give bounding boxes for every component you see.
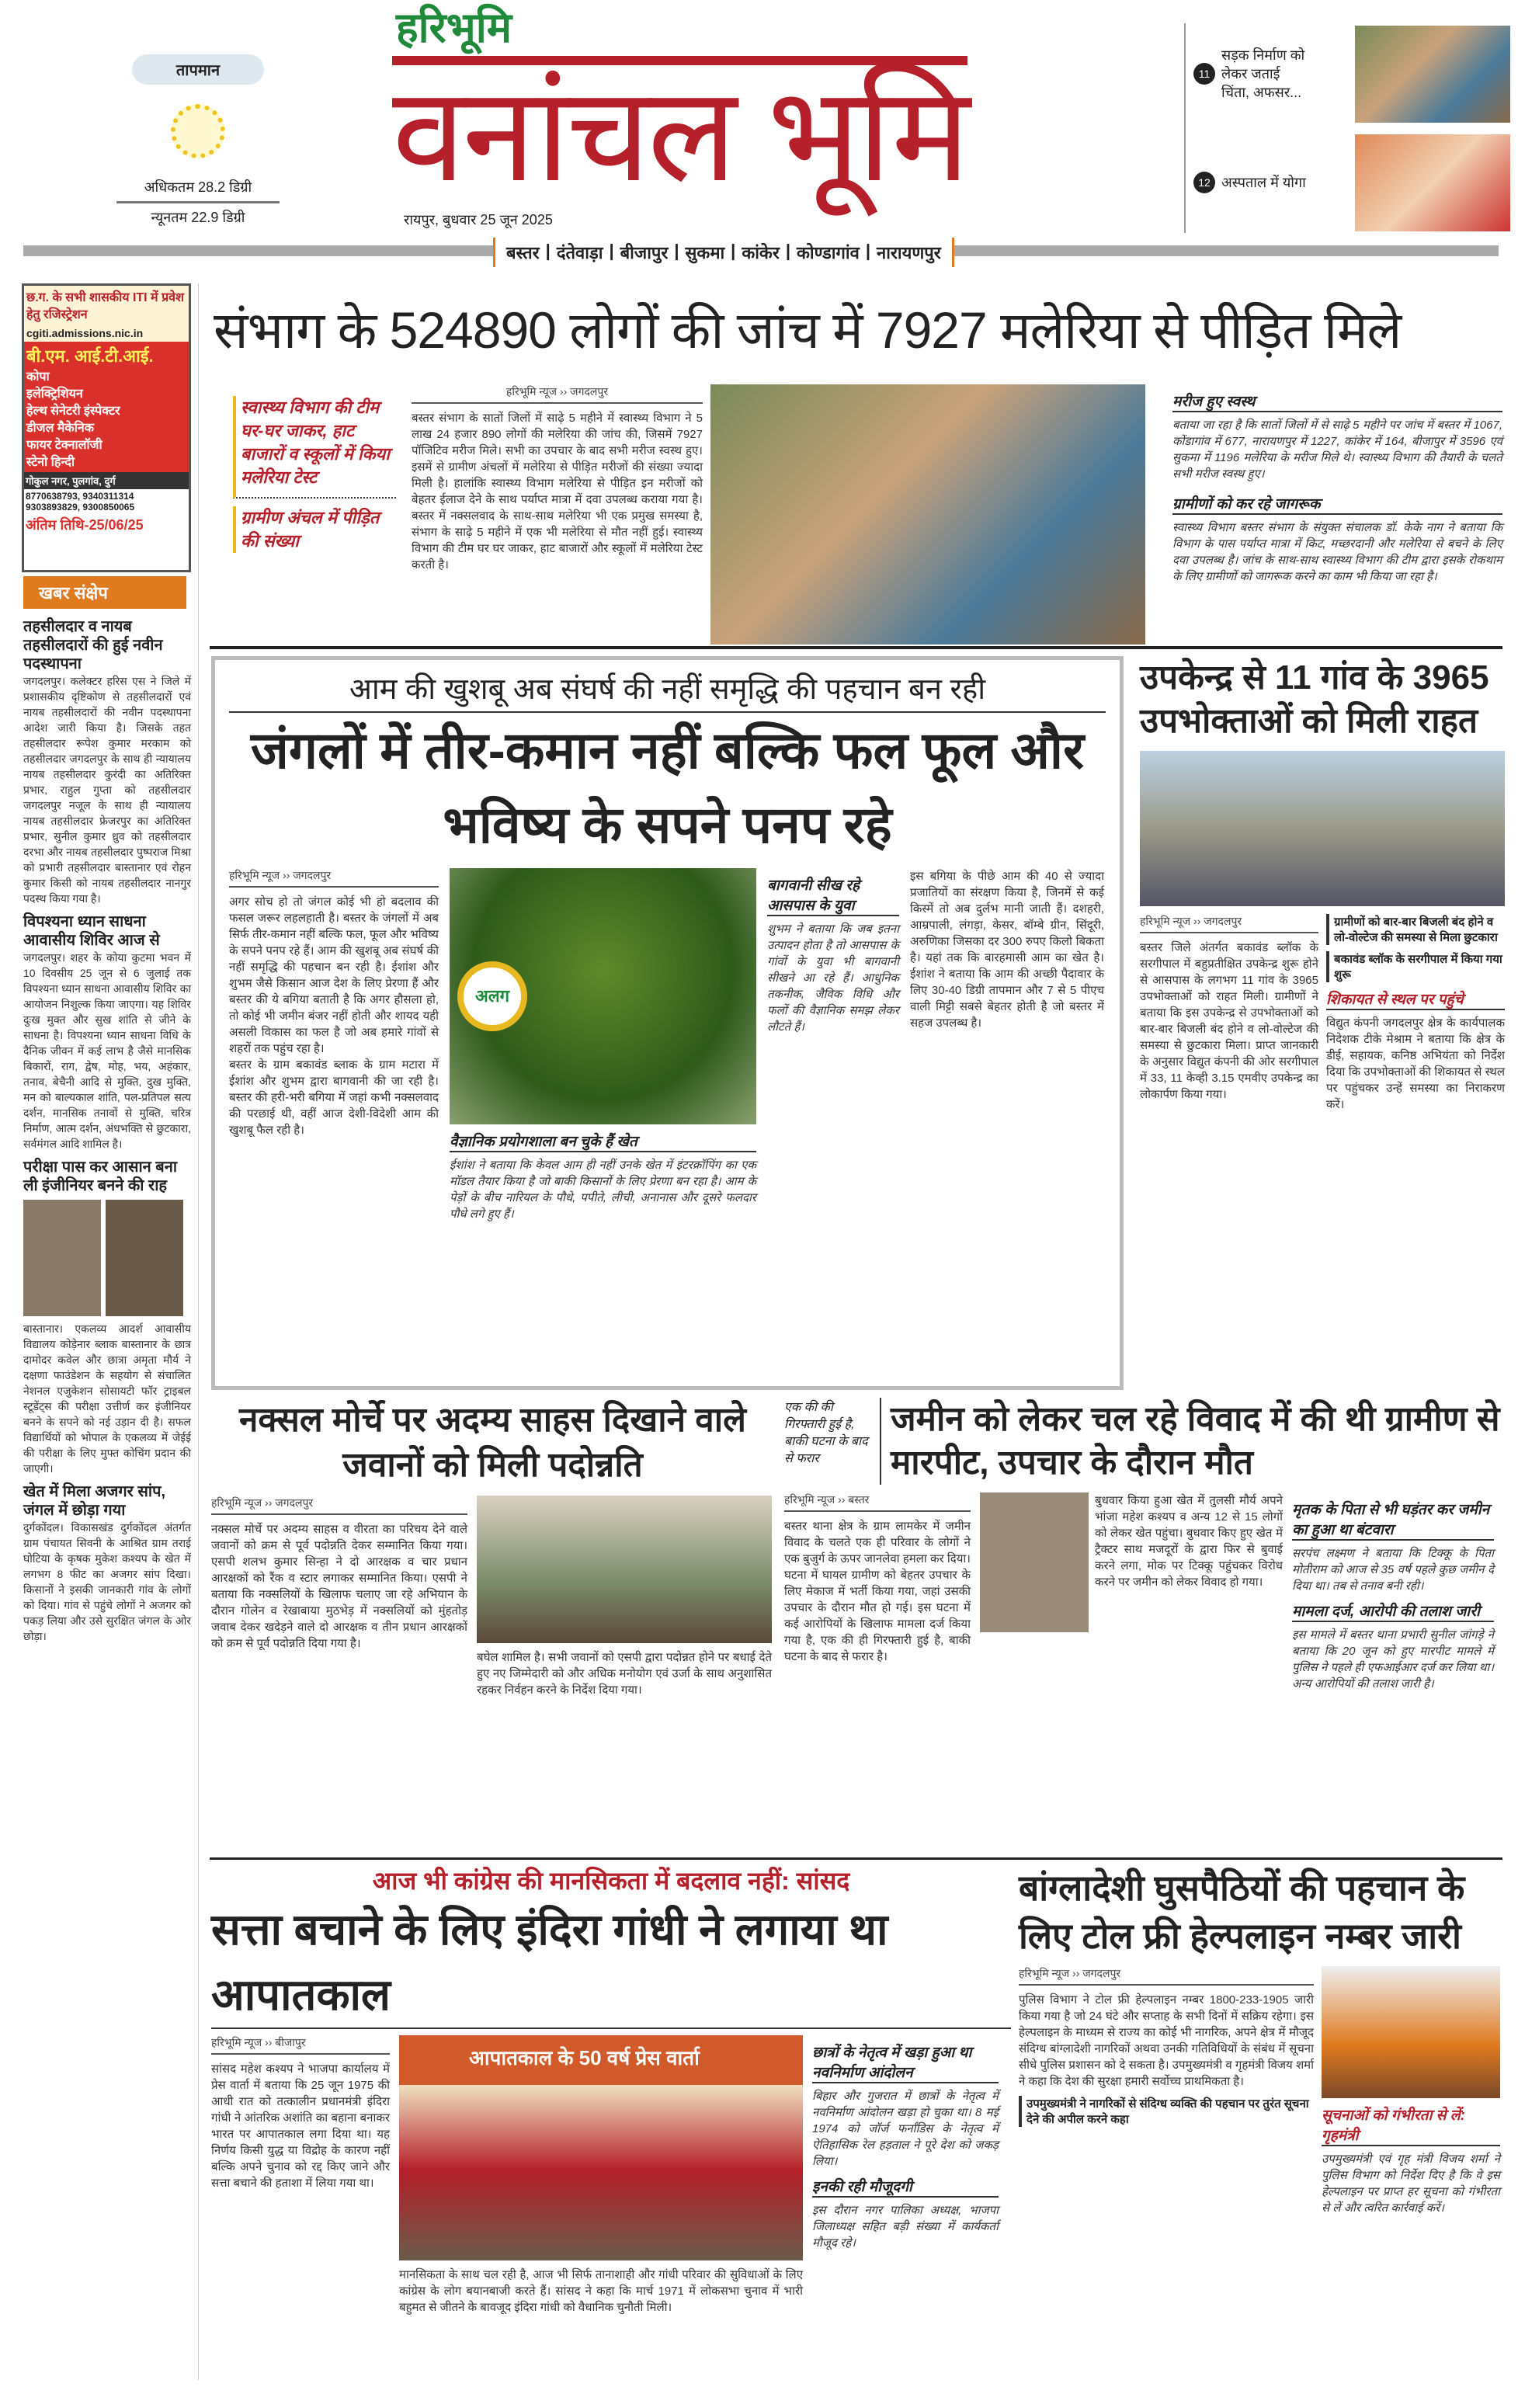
lead-headline[interactable]: संभाग के 524890 लोगों की जांच में 7927 मलेरिया से पीड़ित मिले: [214, 301, 1402, 359]
lead-body: [412, 384, 703, 573]
teaser-item[interactable]: [1186, 23, 1510, 124]
naxal-headline[interactable]: नक्सल मोर्चे पर अदम्य साहस दिखाने वाले जवानों को मिली पदोन्नति: [238, 1401, 746, 1484]
divider: [210, 646, 1502, 649]
byline: हरिभूमि न्यूज ›› जगदलपुर: [1140, 914, 1318, 933]
mango-text: इस बगिया के पीछे आम की 40 से ज्यादा प्रजातियों का संरक्षण किया है, जिनमें से कई किस्में तो अब दुर्लभ मानी जाती हैं। दशहरी, आम्रपाली, लंगड़ा, केसर, बॉम्बे ग्रीन, सिंदूरी, अरुणिका जिसका दर 300 रुपए किलो बिकता है। यहां तक कि बारहमासी आम का खेत है। ईशांश ने बताया कि आम की अच्छी पैदावार के लिए 30-40 डिग्री तापमान और 7 से 5 पीएच वाली मिट्टी सबसे बेहतर होती है जो बस्तर में सहज उपलब्ध है।: [910, 870, 1104, 1030]
mango-story: [211, 656, 1124, 1390]
brief-body: जगदलपुर। शहर के कोया कुटमा भवन में 10 दिवसीय 25 जून से 6 जुलाई तक विपश्यना ध्यान साधना आवासीय शिविर का आयोजन निशुल्क किया जाएगा। यह शिविर दुःख मुक्त और सुख शांति से जीने के साधना है। विपश्यना ध्यान साधना विधि के दैनिक जीवन में कई लाभ है जैसे मानसिक बिकारों, राग, द्वेष, मोह, भय, अहंकार, तनाव, बेचैनी आदि से मुक्ति, दुख मुक्ति, मन को बाल्यकाल शांति, पल-प्रतिपल सत्य दर्शन, मानसिक तनावों से मुक्ति, चरित्र निर्माण, आत्म दर्शन, अंधभक्ति से छुटकारा, सर्वमंगल आदि शामिल है।: [23, 951, 191, 1150]
subhead: वैज्ञानिक प्रयोगशाला बन चुके हैं खेत: [450, 1131, 756, 1152]
teaser-item[interactable]: [1186, 132, 1510, 233]
ad-address: गोकुल नगर, पुलगांव, दुर्ग: [24, 472, 189, 489]
ad-course: डीजल मैकेनिक: [26, 422, 95, 435]
ad-name: बी.एम. आई.टी.आई.: [26, 346, 154, 366]
brief-title[interactable]: परीक्षा पास कर आसान बना ली इंजीनियर बनने की राह: [23, 1159, 178, 1194]
min-temp: न्यूनतम 22.9 डिग्री: [151, 210, 245, 225]
ad-course: हेल्थ सेनेटरी इंस्पेक्टर: [26, 405, 120, 418]
substation-headline[interactable]: उपकेन्द्र से 11 गांव के 3965 उपभोक्ताओं को मिली राहत: [1140, 658, 1489, 740]
teasers: [1184, 23, 1510, 233]
brief-title[interactable]: विपश्यना ध्यान साधना आवासीय शिविर आज से: [23, 913, 160, 949]
district-nav: बस्तर | दंतेवाड़ा | बीजापुर | सुकमा | कांकेर | कोण्डागांव | नारायणपुर: [493, 238, 954, 267]
malaria-photo: [710, 384, 1145, 645]
minister-photo: [1322, 1966, 1500, 2098]
sun-icon: [171, 104, 225, 158]
banner-text: आपातकाल के 50 वर्ष प्रेस वार्ता: [469, 2046, 700, 2069]
side-text: स्वास्थ्य विभाग बस्तर संभाग के संयुक्त संचालक डॉ. केके नाग ने बताया कि विभाग के पास पर्याप्त मात्रा में किट, मच्छरदानी और मलेरिया से बचने के लिए दवा उपलब्ध है। जांच के साथ-साथ स्वास्थ्य विभाग की टीम द्वारा इसके रोकथाम के लिए ग्रामीणों को जागरूक करने का काम भी किया जा रहा है।: [1172, 521, 1502, 583]
ad-line: छ.ग. के सभी शासकीय ITI में प्रवेश हेतु रजिस्ट्रेशन: [24, 286, 189, 325]
side-text: उपमुख्यमंत्री एवं गृह मंत्री विजय शर्मा ने पुलिस विभाग को निर्देश दिए है कि वे इस हेल्पलाइन पर प्राप्त हर सूचना को गंभीरता से लें और त्वरित कार्रवाई करें।: [1322, 2153, 1500, 2215]
lead-text: बस्तर संभाग के सातों जिलों में साढ़े 5 महीने में स्वास्थ्य विभाग ने 5 लाख 24 हजार 890 लोगों की मलेरिया की जांच की, जिसमें 7927 पॉजिटिव मरीज मिले। सभी का उपचार के बाद सभी मरीज स्वस्थ हुए। इसमें से ग्रामीण अंचलों में मलेरिया से पीड़ित मरीजों की संख्या ज्यादा मिली है। हालांकि स्वास्थ्य विभाग मलेरिया से पीड़ित इन मरीजों को बेहतर ईलाज देने के साथ पर्याप्त मात्रा में दवा उपलब्ध कराया गया है। बस्तर में नक्सलवाद के साथ-साथ मलेरिया भी एक प्रमुख समस्या है, संभाग के साढ़े 5 महीने में एक भी मलेरिया से मौत नहीं हुई। स्वास्थ्य विभाग की टीम घर घर जाकर, हाट बाजारों और स्कूलों में मलेरिया टेस्ट करती है।: [412, 412, 703, 572]
congress-headline[interactable]: सत्ता बचाने के लिए इंदिरा गांधी ने लगाया था आपातकाल: [211, 1897, 1011, 2029]
naxal-story: [211, 1398, 774, 1698]
ad-course: इलेक्ट्रिशियन: [26, 387, 83, 401]
sidebar-stories: [23, 617, 191, 1644]
subhead: इनकी रही मौजूदगी: [812, 2176, 999, 2198]
student-photos: [23, 1200, 191, 1316]
subhead: ग्रामीणों को कर रहे जागरूक: [1172, 493, 1502, 515]
teaser-text: अस्पताल में योगा: [1221, 175, 1306, 190]
pullquote: ग्रामीण अंचल में पीड़ित की संख्या: [233, 506, 396, 553]
ad-course: कोपा: [26, 370, 50, 384]
teaser-photo: [1355, 134, 1510, 231]
brief-title[interactable]: तहसीलदार व नायब तहसीलदारों की हुई नवीन पदस्थापना: [23, 618, 163, 672]
news-brief-label: खबर संक्षेप: [23, 576, 186, 609]
district-link[interactable]: नारायणपुर: [876, 243, 941, 262]
ad-course: फायर टेक्नालॉजी: [26, 439, 102, 452]
press-conference-photo: [399, 2035, 803, 2260]
pullquote: बकावंड ब्लॉक के सरगीपाल में किया गया शुरू: [1326, 951, 1505, 982]
subhead: मृतक के पिता से भी घड़ंतर कर जमीन का हुआ था बंटवारा: [1292, 1499, 1494, 1541]
byline: हरिभूमि न्यूज ›› जगदलपुर: [211, 1496, 467, 1515]
lead-side: [1172, 384, 1502, 585]
side-text: इस मामले में बस्तर थाना प्रभारी सुनील जांगड़े ने बताया कि 20 जून को हुए मारपीट मामले में पुलिस ने पहले ही एफआईआर दर्ज कर लिया था। अन्य आरोपियों की तलाश जारी है।: [1292, 1628, 1494, 1690]
ad-course: स्टेनो हिन्दी: [26, 456, 75, 469]
side-text: इस दौरान नगर पालिका अध्यक्ष, भाजपा जिलाध्यक्ष सहित बड़ी संख्या में कार्यकर्ता मौजूद रहे।: [812, 2204, 999, 2250]
substation-text: बस्तर जिले अंतर्गत बकावंड ब्लॉक के सरगीपाल में बहुप्रतीक्षित उपकेन्द्र शुरू होने से आसपास के लगभग 11 गांव के 3965 उपभोक्ताओं को राहत मिली। ग्रामीणों ने बताया कि इस उपकेन्द्र से उपभोक्ताओं को बार-बार बिजली बंद होने व लो-वोल्टेज की समस्या से छुटकारा मिला। प्राप्त जानकारी के अनुसार विद्युत कंपनी की ओर सरगीपाल में 33, 11 केव्ही 3.15 एमवीए उपकेन्द्र का लोकार्पण किया गया।: [1140, 941, 1318, 1101]
iti-ad[interactable]: [22, 283, 191, 572]
subhead: मरीज हुए स्वस्थ: [1172, 391, 1502, 412]
subhead: छात्रों के नेतृत्व में खड़ा हुआ था नवनिर्माण आंदोलन: [812, 2041, 999, 2083]
brief-body: दुर्गकोंदल। विकासखंड दुर्गकोंदल अंतर्गत ग्राम पंचायत सिवनी के आश्रित ग्राम तराई घोटिया के कृषक मुकेश कश्यप के खेत में लगभग 8 फीट का अजगर सांप दिखा। किसानों ने इसकी जानकारी गांव के लोगों को दिया। गांव से पहुंचे लोगों ने अजगर को पकड़ लिया और उसे सुरक्षित जंगल के ओर छोड़ा।: [23, 1521, 191, 1642]
byline: हरिभूमि न्यूज ›› जगदलपुर: [1019, 1966, 1314, 1986]
congress-text: मानसिकता के साथ चल रही है, आज भी सिर्फ तानाशाही और गांधी परिवार की सुविधाओं के लिए कांग्रेस के लोग बयानबाजी करते हैं। सांसद ने कहा कि मार्च 1971 में लोकसभा चुनाव में भारी बहुमत से जीतने के बावजूद इंदिरा गांधी को वैधानिक चुनौती मिली।: [399, 2268, 803, 2314]
naxal-text: बघेल शामिल है। सभी जवानों को एसपी द्वारा पदोन्नत होने पर बधाई देते हुए नए जिम्मेदारी को और अधिक मनोयोग एवं उर्जा के साथ अनुशासित रहकर निर्वहन करने के निर्देश दिया गया।: [477, 1651, 772, 1697]
district-link[interactable]: बस्तर: [506, 243, 540, 262]
student-photo: [23, 1200, 101, 1316]
byline: हरिभूमि न्यूज ›› जगदलपुर: [412, 384, 703, 404]
byline: हरिभूमि न्यूज ›› बस्तर: [784, 1492, 971, 1512]
mango-kicker: आम की खुशबू अब संघर्ष की नहीं समृद्धि की पहचान बन रही: [229, 668, 1106, 713]
brief-body: जगदलपुर। कलेक्टर हरिस एस ने जिले में प्रशासकीय दृष्टिकोण से तहसीलदारों एवं नायब तहसीलदारों की नवीन पदस्थापना आदेश जारी किया है। जिसके तहत तहसीलदार रूपेश कुमार मरकाम को तहसीलदार जगदलपुर के साथ ही न्यायालय नायब तहसीलदार कुरंदी का अतिरिक्त प्रभार, राहुल गुप्ता को तहसीलदार जगदलपुर नजूल के साथ ही न्यायालय नायब तहसीलदार फ्रेजरपुर का अतिरिक्त प्रभार, सुनील कुमार ध्रुव को तहसीलदार दरभा और नायब तहसीलदार पुष्पराज मिश्रा को प्रभारी तहसीलदार बास्तानार एवं रोहन कुमार किसी को नायब तहसीलदार नानगुर पदस्थ किया गया है।: [23, 675, 191, 905]
land-text: बस्तर थाना क्षेत्र के ग्राम लामकेर में जमीन विवाद के चलते एक ही परिवार के लोगों ने एक बुजुर्ग के ऊपर जानलेवा हमला कर दिया। घटना में घायल ग्रामीण को बेहतर उपचार के लिए मेकाज में भर्ती किया गया, जहां उसकी उपचार के दौरान मौत हो गई। इस घटना में कई आरोपियों के खिलाफ मामला दर्ज किया गया है, एक की ही गिरफ्तारी हुई है, बाकी घटना के बाद से फरार है।: [784, 1520, 971, 1663]
kicker: एक की की गिरफ्तारी हुई है, बाकी घटना के बाद से फरार: [784, 1398, 881, 1485]
page-badge: 12: [1193, 172, 1215, 193]
side-text: बिहार और गुजरात में छात्रों के नेतृत्व में नवनिर्माण आंदोलन खड़ा हो चुका था। 8 मई 1974 को जॉर्ज फर्नांडिस के नेतृत्व में ऐतिहासिक रेल हड़ताल ने पूरे देश को जकड़ लिया।: [812, 2090, 999, 2168]
congress-kicker: आज भी कांग्रेस की मानसिकता में बदलाव नहीं: सांसद: [372, 1867, 850, 1895]
award-photo: [477, 1496, 772, 1643]
bangla-story: [1019, 1864, 1504, 2216]
bangla-text: पुलिस विभाग ने टोल फ्री हेल्पलाइन नम्बर 1800-233-1905 जारी किया गया है जो 24 घंटे और सप्ताह के सभी दिनों में सक्रिय रहेगा। इस हेल्पलाइन के माध्यम से राज्य का कोई भी नागरिक, अपने क्षेत्र में मौजूद संदिग्ध बांग्लादेशी नागरिकों अथवा उनकी गतिविधियों के संबंध में सूचना सीधे पुलिस प्रशासन को दे सकता है। उपमुख्यमंत्री व गृहमंत्री विजय शर्मा ने कहा कि देश की सुरक्षा हमारी सर्वोच्च प्राथमिकता है।: [1019, 1993, 1314, 2088]
district-link[interactable]: बीजापुर: [620, 243, 669, 262]
ad-site: cgiti.admissions.nic.in: [24, 325, 189, 342]
side-text: सरपंच लक्ष्मण ने बताया कि टिक्कू के पिता मोतीराम को आज से 35 वर्ष पहले कुछ जमीन दे दिया था। तब से तनाव बनी रही।: [1292, 1547, 1494, 1593]
congress-story: [211, 1864, 1011, 2316]
teaser-photo: [1355, 26, 1510, 123]
congress-text: सांसद महेश कश्यप ने भाजपा कार्यालय में प्रेस वार्ता में बताया कि 25 जून 1975 की आधी रात को तत्कालीन प्रधानमंत्री इंदिरा गांधी ने आंतरिक अशांति का बहाना बनाकर भारत पर आपातकाल लगा दिया था। यह निर्णय किसी युद्ध या विद्रोह के कारण नहीं बल्कि अपने चुनाव को रद्द किए जाने और सत्ता बचाने की हताशा में लिया गया था।: [211, 2062, 390, 2190]
subhead: सूचनाओं को गंभीरता से लें: गृहमंत्री: [1322, 2104, 1500, 2146]
column-divider: [198, 283, 199, 2380]
bangla-headline[interactable]: बांग्लादेशी घुसपैठियों की पहचान के लिए टोल फ्री हेल्पलाइन नम्बर जारी: [1019, 1868, 1465, 1956]
pullquote: स्वास्थ्य विभाग की टीम घर-घर जाकर, हाट बाजारों व स्कूलों में किया मलेरिया टेस्ट: [233, 396, 396, 499]
mango-text: बस्तर के ग्राम बकावंड ब्लाक के ग्राम मटारा में ईशांश और शुभम द्वारा बागवानी की जा रही है। बस्तर की हरी-भरी बगिया में जहां कभी नक्सलवाद की परछाई थी, वहीं आज देशी-विदेशी आम की खुशबू फैल रही है।: [229, 1058, 439, 1137]
district-link[interactable]: कांकेर: [742, 243, 780, 262]
district-link[interactable]: कोण्डागांव: [796, 243, 860, 262]
subhead: बागवानी सीख रहे आसपास के युवा: [767, 874, 899, 916]
brief-title[interactable]: खेत में मिला अजगर सांप, जंगल में छोड़ा गया: [23, 1483, 166, 1519]
byline: हरिभूमि न्यूज ›› बीजापुर: [211, 2035, 390, 2055]
ad-courses: [24, 342, 189, 472]
max-temp: अधिकतम 28.2 डिग्री: [116, 178, 280, 203]
mango-tree-photo: [450, 868, 756, 1124]
substation-story: [1140, 656, 1505, 1113]
lab-text: ईशांश ने बताया कि केवल आम ही नहीं उनके खेत में इंटरक्रॉपिंग का एक मॉडल तैयार किया है जो बाकी किसानों के लिए प्रेरणा बन रहा है। आम के पेड़ों के बीच नारियल के पौधे, पपीते, लीची, अनानास और दूसरे फलदार पौधे लगे हुए हैं।: [450, 1159, 756, 1221]
brand-logo: हरिभूमि: [396, 5, 512, 51]
weather-box: [116, 54, 280, 241]
teaser-text: सड़क निर्माण को लेकर जताई चिंता, अफसर...: [1221, 47, 1305, 100]
substation-text: विद्युत कंपनी जगदलपुर क्षेत्र के कार्यपालक निदेशक टीके मेश्राम ने बताया कि क्षेत्र के डीई, सहायक, कनिष्ठ अभियंता को निर्देश दिया कि उपभोक्ताओं की शिकायत से स्थल पर पहुंचकर उन्हें समस्या का निराकरण करें।: [1326, 1016, 1505, 1111]
side-text: बताया जा रहा है कि सातों जिलों में से साढ़े 5 महीने पर जांच में बस्तर में 1067, कोंडागांव में 677, नारायणपुर में 1227, कांकेर में 164, बीजापुर में 3596 एवं सुकमा में 1196 मलेरिया के मरीज मिले थे। स्वास्थ्य विभाग की तैयारी के चलते सभी मरीज स्वस्थ हुए।: [1172, 419, 1502, 481]
ad-phones: 8770638793, 9340311314 9303893829, 9300850065: [26, 491, 135, 513]
page-badge: 11: [1193, 63, 1215, 85]
sidebox-text: शुभम ने बताया कि जब इतना उत्पादन होता है तो आसपास के गांवों के युवा भी बागवानी सीखने आ रहे हैं। आधुनिक तकनीक, जैविक विधि और फलों की वैज्ञानिक समझ लेकर लौटते हैं।: [767, 923, 899, 1034]
pullquote: उपमुख्यमंत्री ने नागरिकों से संदिग्ध व्यक्ति की पहचान पर तुरंत सूचना देने की अपील करने कहा: [1019, 2096, 1314, 2127]
pullquote: ग्रामीणों को बार-बार बिजली बंद होने व लो-वोल्टेज की समस्या से मिला छुटकारा: [1326, 914, 1505, 945]
district-link[interactable]: दंतेवाड़ा: [556, 243, 603, 262]
mango-headline[interactable]: जंगलों में तीर-कमान नहीं बल्कि फल फूल और भविष्य के सपने पनप रहे: [250, 721, 1085, 853]
divider: [210, 1857, 1502, 1860]
naxal-text: नक्सल मोर्चे पर अदम्य साहस व वीरता का परिचय देने वाले जवानों को क्रम से पूर्व पदोन्नति देकर सम्मानित किया गया। एसपी शलभ कुमार सिन्हा ने दो आरक्षक व चार प्रधान आरक्षकों को रैंक व स्टार लगाकर सम्मानित किया। एसपी ने बताया कि नक्सलियों के खिलाफ चलाए जा रहे अभियान के दौरान गोलेन व रेखाबाया मुठभेड़ में नक्सलियों को मुंहतोड़ जवाब देकर खदेड़ने वाले दो आरक्षक व तीन प्रधान आरक्षकों को क्रम से पूर्व पदोन्नति दिया गया है।: [211, 1523, 467, 1650]
weather-label: तापमान: [132, 54, 264, 85]
ad-deadline: अंतिम तिथि-25/06/25: [26, 517, 144, 533]
land-text: बुधवार किया हुआ खेत में तुलसी मौर्य अपने भांजा महेश कश्यप व अन्य 12 से 15 लोगों को लेकर खेत पहुंचा। बुधवार किए हुए खेत में ट्रैक्टर साथ मजदूरों के द्वारा फिर से बुवाई करने लगा, मोक पर टिक्कू पहुंचकर विरोध करने पर जमीन को लेकर विवाद हो गया।: [1095, 1494, 1283, 1589]
alag-badge: अलग: [457, 961, 527, 1031]
land-story: [784, 1398, 1502, 1692]
student-photo: [106, 1200, 183, 1316]
subhead: शिकायत से स्थल पर पहुंचे: [1326, 989, 1505, 1010]
land-headline[interactable]: जमीन को लेकर चल रहे विवाद में की थी ग्रामीण से मारपीट, उपचार के दौरान मौत: [891, 1400, 1500, 1482]
subhead: मामला दर्ज, आरोपी की तलाश जारी: [1292, 1600, 1494, 1622]
dateline: रायपुर, बुधवार 25 जून 2025: [404, 212, 553, 228]
brief-body: बास्तानार। एकलव्य आदर्श आवासीय विद्यालय कोड़ेनार ब्लाक बास्तानार के छात्र दामोदर कवेल और छात्रा अमृता मौर्य ने दक्षणा फाउंडेशन के सहयोग से संचालित नेशनल एजुकेशन सोसायटी फॉर ट्राइबल स्टूडेंट्स की परीक्षा उत्तीर्ण कर इंजीनियर बनने के सपने को नई उड़ान दी है। सफल विद्यार्थियों को भोपाल के एकलव्य में जेईई की परीक्षा के लिए मुफ्त कोचिंग प्रदान की जाएगी।: [23, 1322, 191, 1475]
district-link[interactable]: सुकमा: [685, 243, 725, 262]
substation-photo: [1140, 751, 1505, 906]
masthead-title: वनांचल भूमि: [392, 56, 967, 205]
mango-text: अगर सोच हो तो जंगल कोई भी हो बदलाव की फसल जरूर लहलहाती है। बस्तर के जंगलों में अब सिर्फ तीर-कमान नहीं बल्कि फल, फूल और भविष्य के सपने पनप रहे हैं। आम की खुशबू अब संघर्ष की नहीं समृद्धि की पहचान बन रही है। ईशांश और शुभम जैसे किसान आज देश के लिए प्रेरणा हैं और बस्तर की ये बगिया बताती है कि अगर हौसला हो, तो कोई भी जमीन बंजर नहीं होती और शायद यही असली विकास का फल है जो अब हमारे गांवों से शहरों तक पहुंच रहा है।: [229, 895, 439, 1055]
victim-photo: [980, 1492, 1089, 1632]
byline: हरिभूमि न्यूज ›› जगदलपुर: [229, 868, 439, 888]
lead-pullquotes: [233, 396, 396, 553]
